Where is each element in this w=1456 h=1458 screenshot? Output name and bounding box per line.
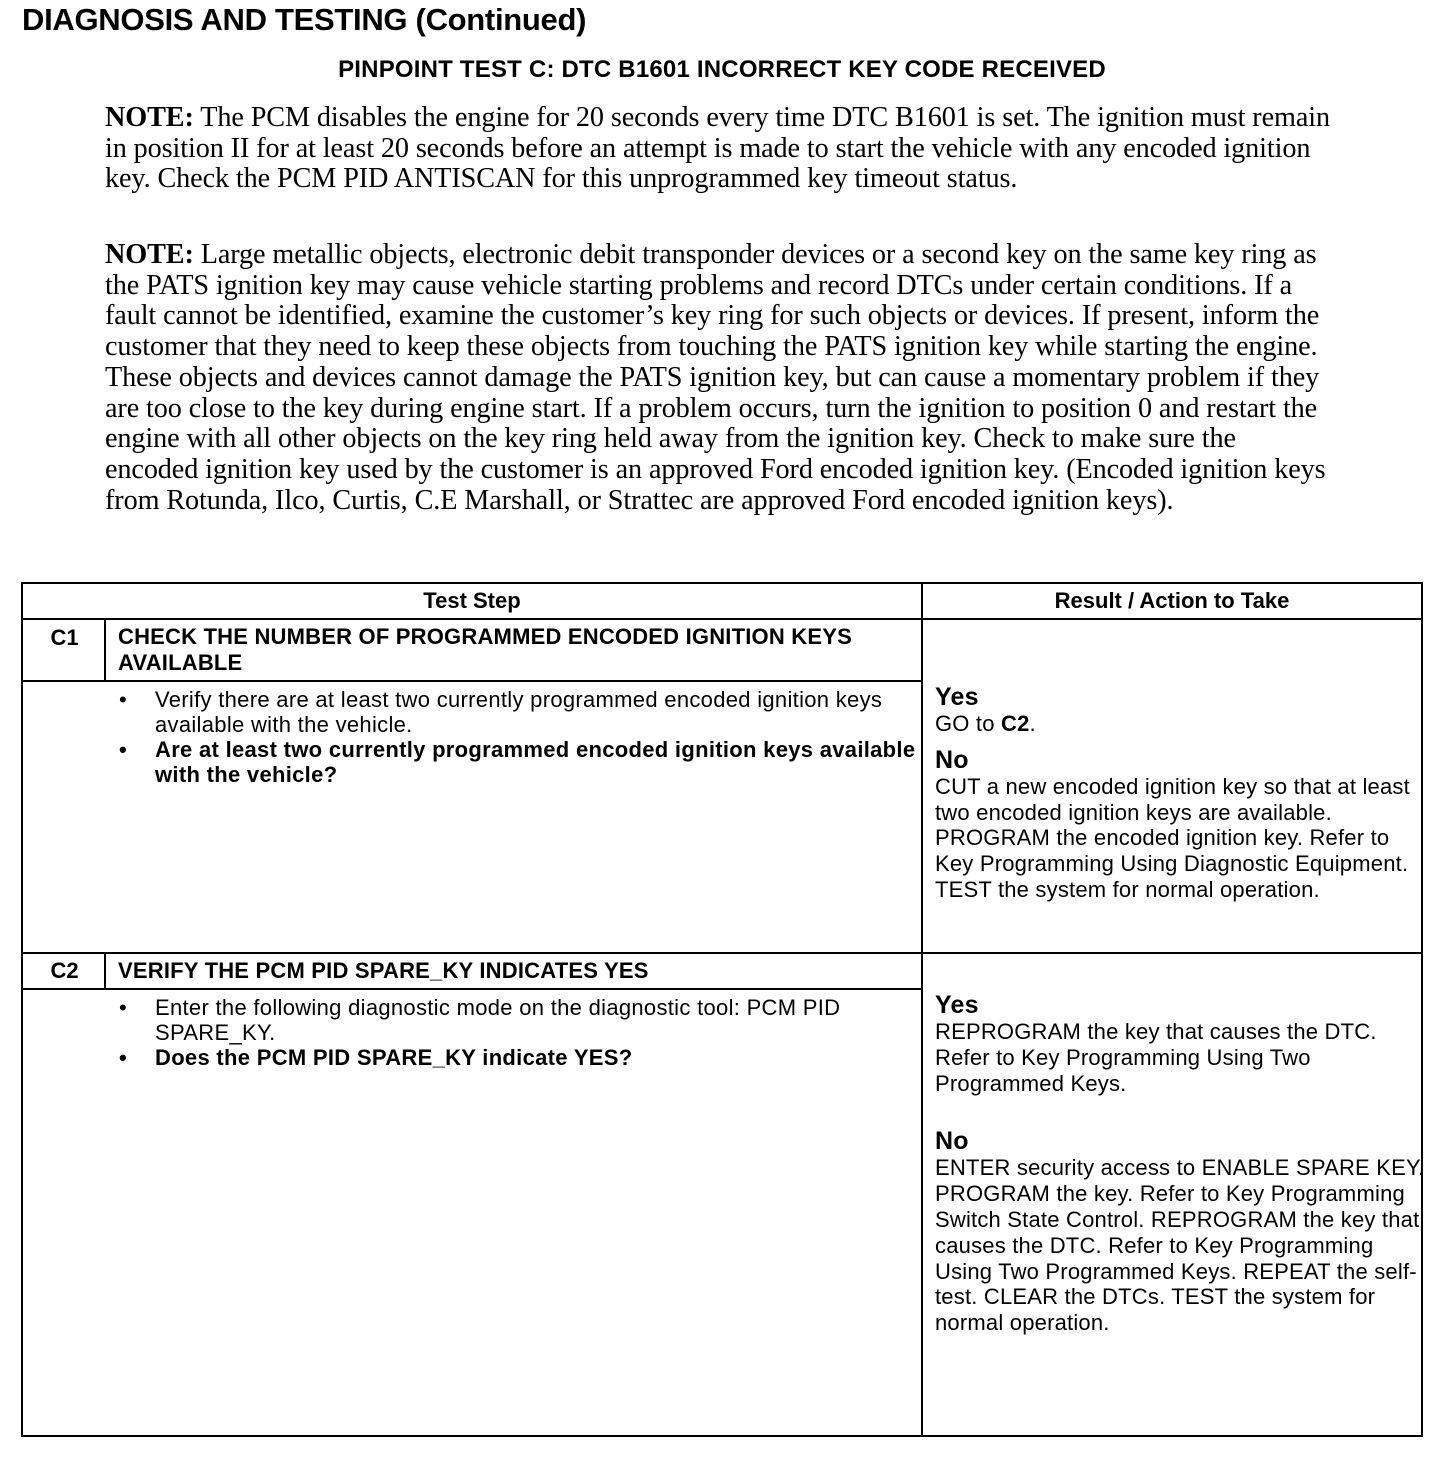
step-title: VERIFY THE PCM PID SPARE_KY INDICATES YES (118, 958, 649, 983)
yes-label: Yes (935, 683, 979, 711)
note-paragraph (105, 240, 1330, 516)
note-label: NOTE: (105, 102, 194, 133)
yes-label: Yes (935, 991, 979, 1019)
pinpoint-test-title: PINPOINT TEST C: DTC B1601 INCORRECT KEY CODE RECEIVED (338, 56, 1106, 83)
step-reference: C2 (1001, 711, 1030, 736)
header-divider (23, 618, 1421, 620)
section-heading: DIAGNOSIS AND TESTING (Continued) (22, 2, 587, 37)
no-label: No (935, 745, 969, 774)
note-text: The PCM disables the engine for 20 seconds every time DTC B1601 is set. The ignition must remain in position II for at least 20 seconds before an attempt is made to start the vehicle with any encoded ignition key. Check the PCM PID ANTISCAN for this unprogrammed key timeout status. (105, 102, 1330, 195)
step-id: C1 (50, 625, 79, 650)
instruction-item: • Verify there are at least two currently programmed encoded ignition keys available with the vehicle. (117, 687, 917, 737)
step-instructions (117, 995, 917, 1070)
yes-action: REPROGRAM the key that causes the DTC. Refer to Key Programming Using Two Programmed Keys. (935, 1019, 1377, 1096)
question-item: • Are at least two currently programmed encoded ignition keys available with the vehicle? (117, 737, 917, 787)
step-title: CHECK THE NUMBER OF PROGRAMMED ENCODED IGNITION KEYS AVAILABLE (118, 624, 852, 675)
step-id: C2 (50, 958, 79, 983)
result-actions (935, 992, 1425, 1336)
yes-action: GO to C2. (935, 711, 1036, 736)
step-instructions (117, 687, 917, 787)
column-divider (921, 584, 923, 1435)
no-label: No (935, 1127, 969, 1156)
step-title-divider (23, 680, 921, 682)
row-divider (23, 952, 1421, 954)
note-paragraph (105, 103, 1330, 195)
pinpoint-test-table (21, 582, 1423, 1437)
column-header-test-step: Test Step (423, 588, 521, 613)
column-header-result: Result / Action to Take (1054, 588, 1290, 613)
no-action: ENTER security access to ENABLE SPARE KEY. PROGRAM the key. Refer to Key Programming Switch State Control. REPROGRAM the key that causes the DTC. Refer to Key Programming Using Two Programmed Keys. REPEAT the self-test. CLEAR the DTCs. TEST the system for normal operation. (935, 1155, 1425, 1336)
result-actions (935, 684, 1425, 903)
question-item: • Does the PCM PID SPARE_KY indicate YES? (117, 1045, 917, 1070)
step-title-divider (23, 988, 921, 990)
instruction-item: • Enter the following diagnostic mode on the diagnostic tool: PCM PID SPARE_KY. (117, 995, 917, 1045)
note-text: Large metallic objects, electronic debit transponder devices or a second key on the same key ring as the PATS ignition key may cause vehicle starting problems and record DTCs under certain conditions. If a fault cannot be identified, examine the customer’s key ring for such objects or devices. If present, inform the customer that they need to keep these objects from touching the PATS ignition key while starting the engine. These objects and devices cannot damage the PATS ignition key, but can cause a momentary problem if they are too close to the key during engine start. If a problem occurs, turn the ignition to position 0 and restart the engine with all other objects on the key ring held away from the ignition key. Check to make sure the encoded ignition key used by the customer is an approved Ford encoded ignition key. (Encoded ignition keys from Rotunda, Ilco, Curtis, C.E Marshall, or Strattec are approved Ford encoded ignition keys). (105, 239, 1326, 516)
no-action: CUT a new encoded ignition key so that at least two encoded ignition keys are available. PROGRAM the encoded ignition key. Refer to Key Programming Using Diagnostic Equipment. TEST the system for normal operation. (935, 773, 1410, 902)
note-label: NOTE: (105, 239, 194, 270)
